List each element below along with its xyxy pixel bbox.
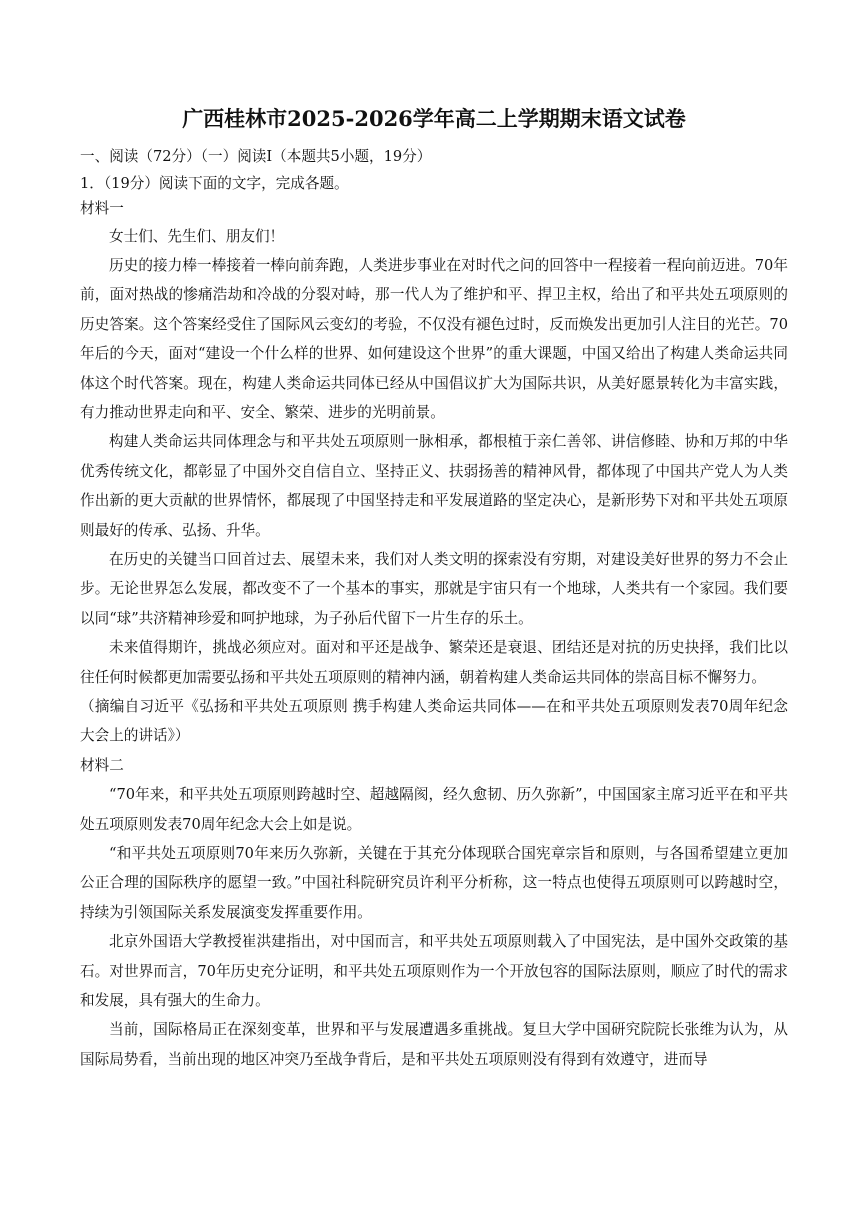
section-heading: 一、阅读（72分）（一）阅读Ⅰ（本题共5小题，19分） [80, 148, 432, 165]
material-one-label: 材料一 [80, 200, 124, 217]
material-one-paragraph: 未来值得期许，挑战必须应对。面对和平还是战争、繁荣还是衰退、团结还是对抗的历史抉择，我们比以往任何时候都更加需要弘扬和平共处五项原则的精神内涵，朝着构建人类命运共同体的崇高目标不懈努力。 [80, 639, 788, 686]
material-two-label: 材料二 [80, 756, 124, 774]
material-one-greeting: 女士们、先生们、朋友们！ [109, 227, 285, 245]
material-two-paragraph: “70年来，和平共处五项原则跨越时空、超越隔阂，经久愈韧、历久弥新”，中国国家主席习近平在和平共处五项原则发表70周年纪念大会上如是说。 [80, 786, 788, 833]
material-two-paragraph: 北京外国语大学教授崔洪建指出，对中国而言，和平共处五项原则载入了中国宪法，是中国外交政策的基石。对世界而言，70年历史充分证明，和平共处五项原则作为一个开放包容的国际法原则，顺应了时代的需求和发展，具有强大的生命力。 [80, 933, 788, 1010]
material-one-paragraph: 构建人类命运共同体理念与和平共处五项原则一脉相承，都根植于亲仁善邻、讲信修睦、协和万邦的中华优秀传统文化，都彰显了中国外交自信自立、坚持正义、扶弱扬善的精神风骨，都体现了中国共产党人为人类作出新的更大贡献的世界情怀，都展现了中国坚持走和平发展道路的坚定决心，是新形势下对和平共处五项原则最好的传承、弘扬、升华。 [80, 433, 788, 539]
material-two-paragraph: “和平共处五项原则70年来历久弥新，关键在于其充分体现联合国宪章宗旨和原则，与各国希望建立更加公正合理的国际秩序的愿望一致。”中国社科院研究员许利平分析称，这一特点也使得五项原则可以跨越时空，持续为引领国际关系发展演变发挥重要作用。 [80, 845, 788, 921]
material-one-paragraph: 在历史的关键当口回首过去、展望未来，我们对人类文明的探索没有穷期，对建设美好世界的努力不会止步。无论世界怎么发展，都改变不了一个基本的事实，那就是宇宙只有一个地球，人类共有一个家园。我们要以同“球”共济精神珍爱和呵护地球，为子孙后代留下一片生存的乐土。 [80, 550, 788, 627]
question-intro: 1．（19分）阅读下面的文字，完成各题。 [80, 174, 349, 192]
material-two-paragraph: 当前，国际格局正在深刻变革，世界和平与发展遭遇多重挑战。复旦大学中国研究院院长张维为认为，从国际局势看，当前出现的地区冲突乃至战争背后，是和平共处五项原则没有得到有效遵守，进而导 [80, 1021, 788, 1068]
material-one-paragraph: 历史的接力棒一棒接着一棒向前奔跑，人类进步事业在对时代之问的回答中一程接着一程向前迈进。70年前，面对热战的惨痛浩劫和冷战的分裂对峙，那一代人为了维护和平、捍卫主权，给出了和平共处五项原则的历史答案。这个答案经受住了国际风云变幻的考验，不仅没有褪色过时，反而焕发出更加引人注目的光芒。70年后的今天，面对“建设一个什么样的世界、如何建设这个世界”的重大课题，中国又给出了构建人类命运共同体这个时代答案。现在，构建人类命运共同体已经从中国倡议扩大为国际共识，从美好愿景转化为丰富实践，有力推动世界走向和平、安全、繁荣、进步的光明前景。 [80, 256, 788, 421]
material-one-source: （摘编自习近平《弘扬和平共处五项原则 携手构建人类命运共同体——在和平共处五项原则发表70周年纪念大会上的讲话》） [80, 698, 788, 745]
page-title: 广西桂林市2025-2026学年高二上学期期末语文试卷 [182, 106, 686, 131]
